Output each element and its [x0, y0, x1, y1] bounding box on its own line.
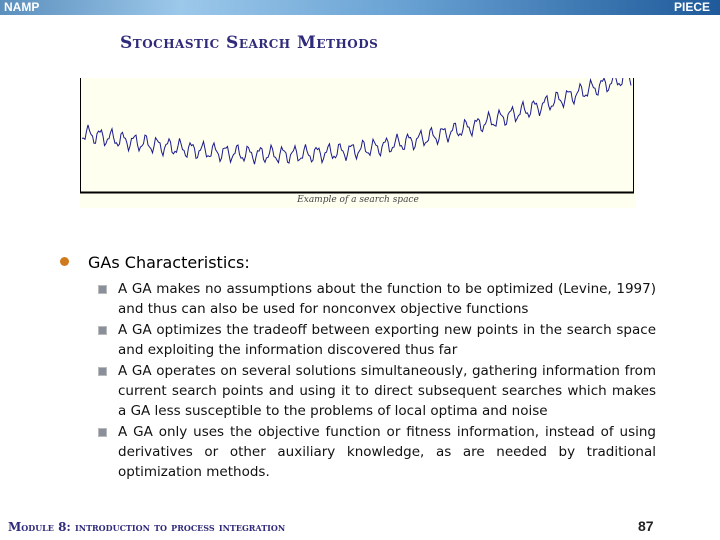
footer-module: Module 8: introduction to process integration: [8, 520, 286, 534]
sub-bullet-text: A GA operates on several solutions simultaneously, gathering information from current search points and using it to direct subsequent searches which makes a GA less susceptible to the problems of local optima and noise: [118, 363, 656, 419]
search-space-plot: [80, 78, 636, 208]
sub-bullet-text: A GA only uses the objective function or fitness information, instead of using derivatives or other auxiliary knowledge, as are needed by traditional optimization methods.: [118, 424, 656, 480]
sub-bullet: [90, 279, 656, 319]
search-space-figure: [80, 78, 636, 208]
square-bullet-icon: [98, 428, 107, 437]
sub-bullet-list: [90, 279, 656, 483]
sub-bullet: [90, 422, 656, 482]
sub-bullet-text: A GA optimizes the tradeoff between exporting new points in the search space and exploiting the information discovered thus far: [118, 322, 656, 358]
sub-bullet-text: A GA makes no assumptions about the function to be optimized (Levine, 1997) and thus can also be used for nonconvex objective functions: [118, 281, 656, 317]
sub-bullet: [90, 361, 656, 421]
header-left: NAMP: [4, 0, 40, 14]
sub-bullet: [90, 320, 656, 360]
search-space-curve: [82, 78, 631, 164]
page-number: 87: [638, 518, 654, 534]
slide-title: Stochastic Search Methods: [120, 33, 379, 53]
bullet-icon: [60, 257, 69, 266]
header-right: PIECE: [673, 0, 710, 14]
header-bar: [0, 0, 720, 15]
main-bullet-text: GAs Characteristics:: [88, 253, 250, 272]
square-bullet-icon: [98, 367, 107, 376]
figure-caption: Example of a search space: [297, 195, 419, 205]
square-bullet-icon: [98, 285, 107, 294]
square-bullet-icon: [98, 326, 107, 335]
